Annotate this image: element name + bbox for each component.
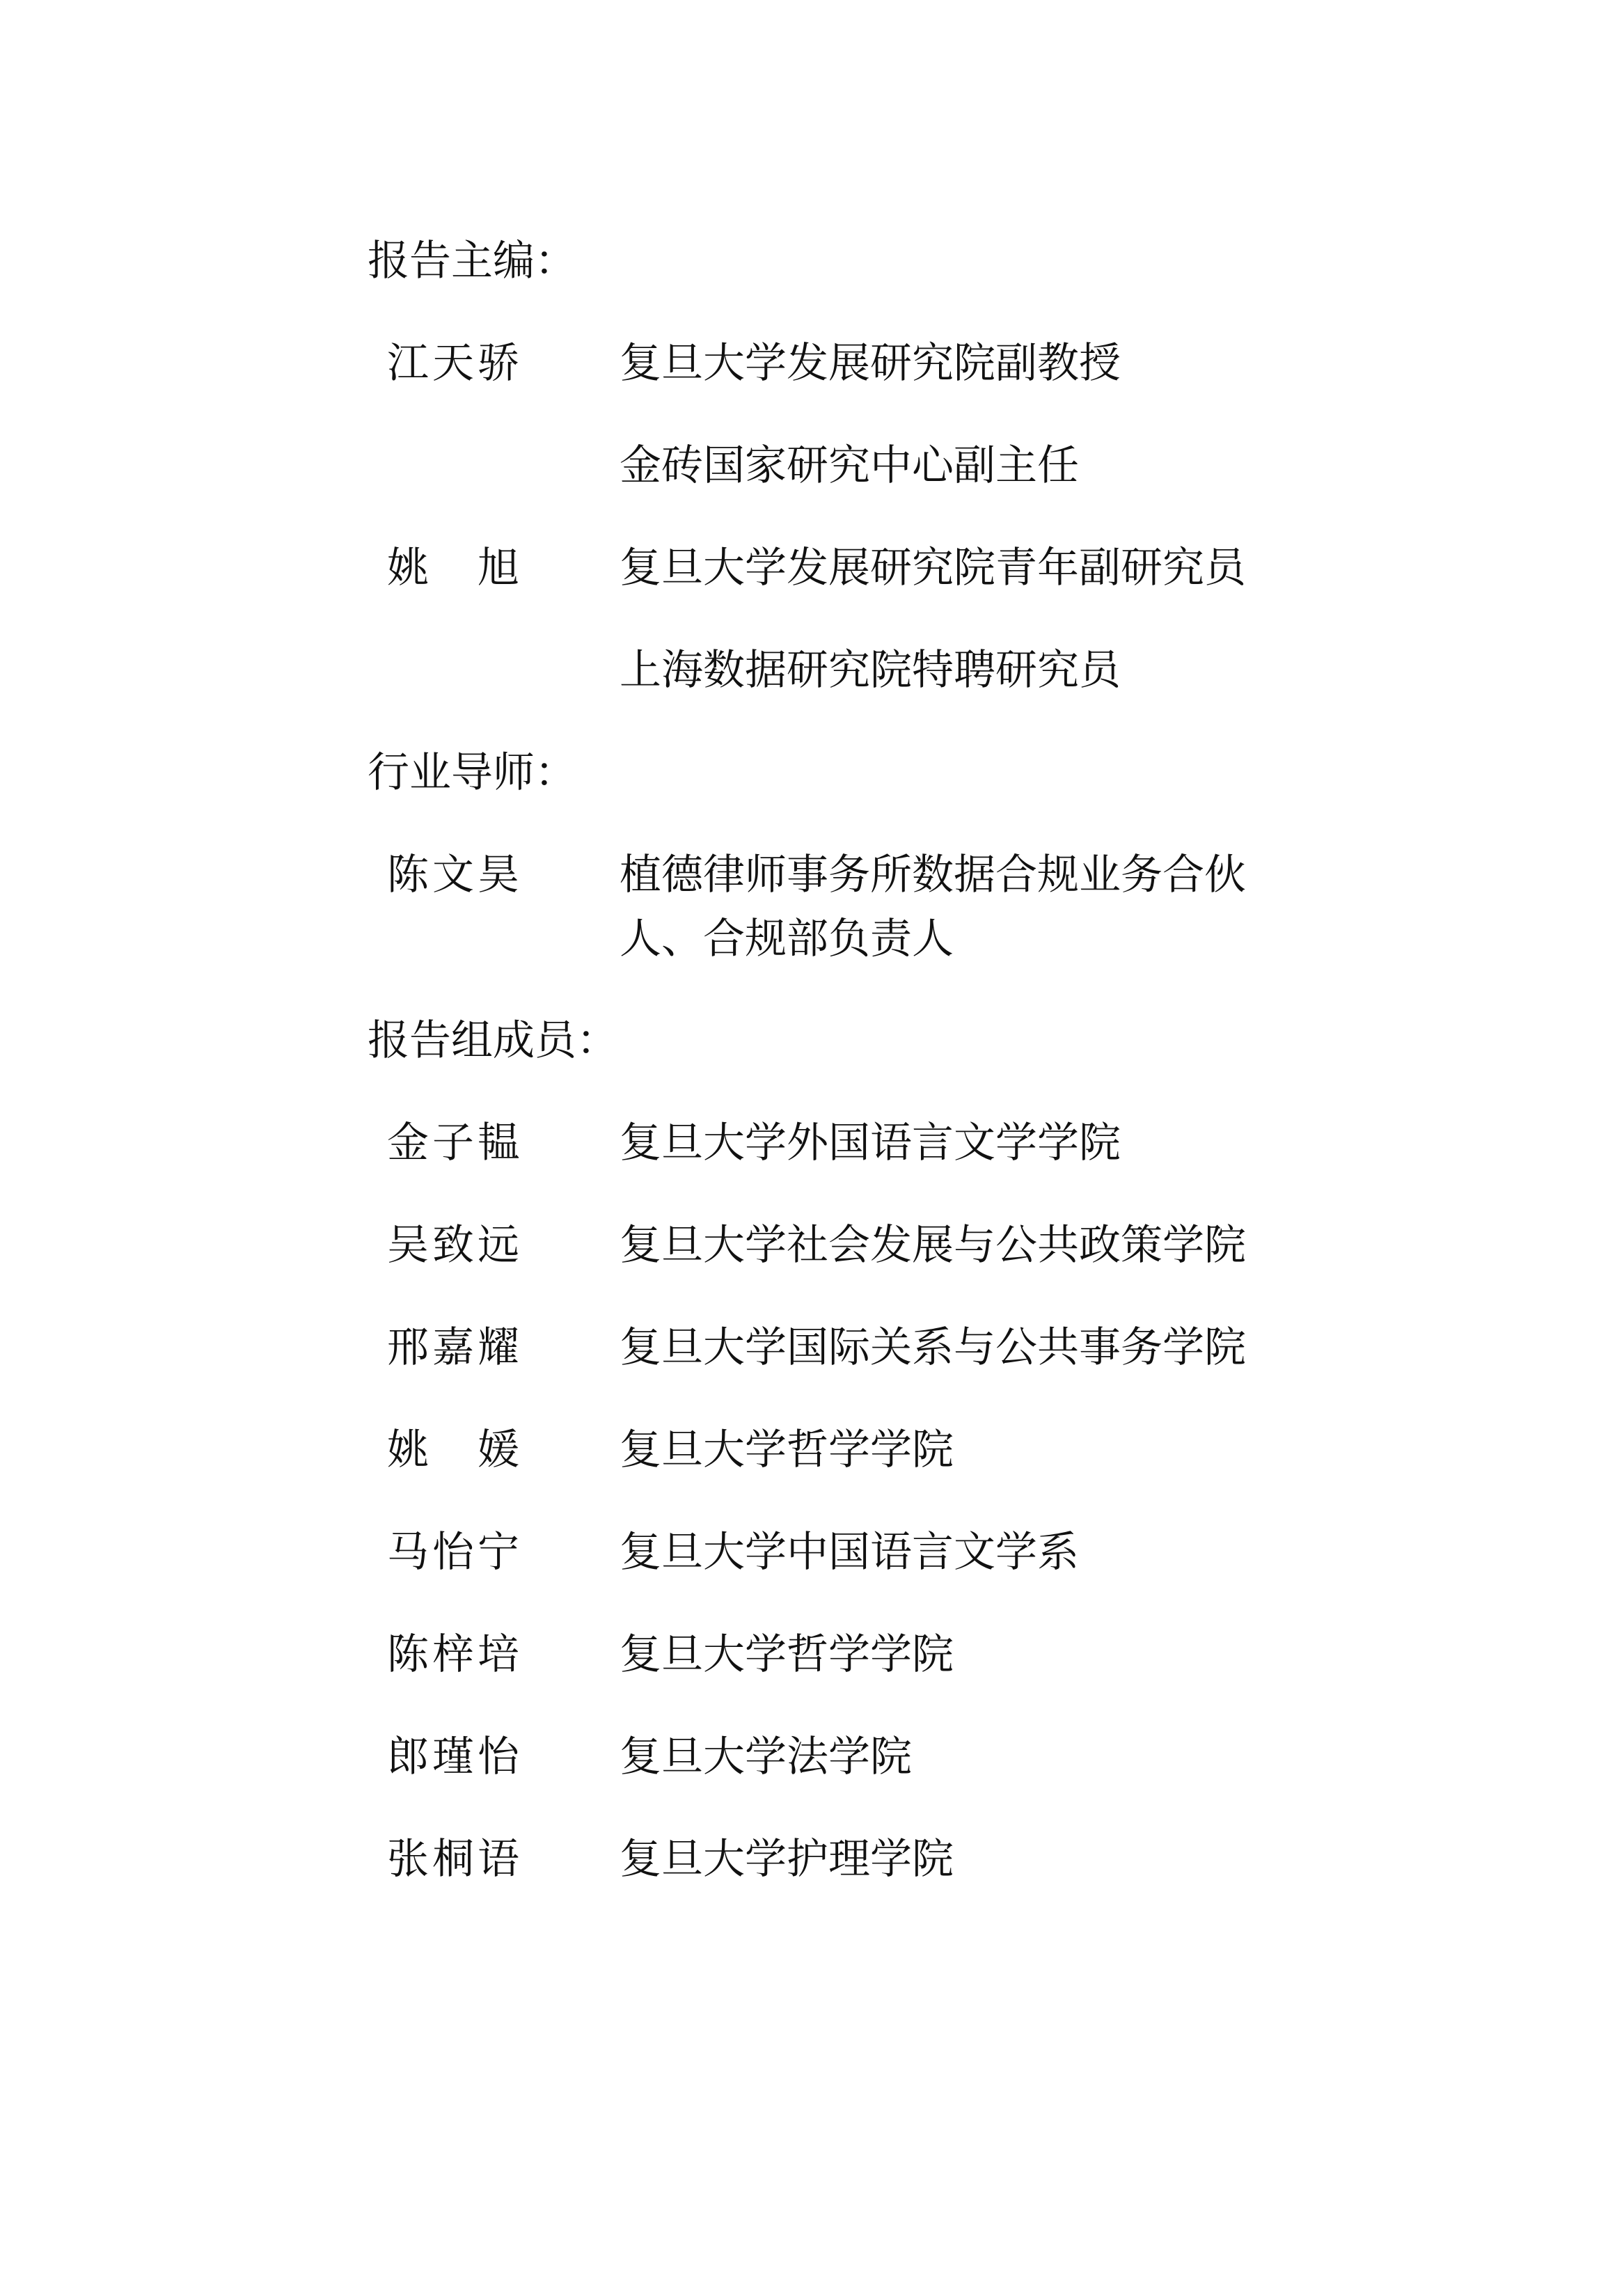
member-affiliation: 复旦大学社会发展与公共政策学院 (620, 1221, 1246, 1270)
chief-editor-name-2: 姚 旭 (387, 544, 519, 592)
member-affiliation: 复旦大学法学院 (620, 1733, 912, 1781)
member-affiliation: 复旦大学中国语言文学系 (620, 1528, 1079, 1577)
chief-editor-name-1: 江 天 骄 (387, 339, 519, 388)
member-affiliation: 复旦大学哲学学院 (620, 1426, 954, 1474)
member-name: 郎 瑾 怡 (387, 1733, 519, 1781)
member-name: 马 怡 宁 (387, 1528, 519, 1577)
member-affiliation: 复旦大学国际关系与公共事务学院 (620, 1323, 1246, 1372)
chief-editor-title-1b: 金砖国家研究中心副主任 (620, 441, 1079, 490)
member-name: 张 桐 语 (387, 1835, 519, 1884)
section-heading-team-members: 报告组成员： (368, 1016, 618, 1065)
member-affiliation: 复旦大学护理学院 (620, 1835, 954, 1884)
section-heading-chief-editors: 报告主编： (368, 237, 576, 285)
mentor-name: 陈 文 昊 (387, 851, 519, 899)
chief-editor-title-2b: 上海数据研究院特聘研究员 (620, 646, 1121, 695)
mentor-title-line-2: 人、合规部负责人 (620, 915, 954, 963)
section-heading-industry-mentor: 行业导师： (368, 748, 576, 797)
member-name: 姚 媛 (387, 1426, 519, 1474)
member-affiliation: 复旦大学外国语言文学学院 (620, 1119, 1121, 1167)
member-name: 邢 嘉 耀 (387, 1323, 519, 1372)
member-name: 陈 梓 培 (387, 1630, 519, 1679)
member-name: 金 子 韫 (387, 1119, 519, 1167)
mentor-title-line-1: 植德律师事务所数据合规业务合伙 (620, 851, 1246, 899)
chief-editor-title-1a: 复旦大学发展研究院副教授 (620, 339, 1121, 388)
chief-editor-title-2a: 复旦大学发展研究院青年副研究员 (620, 544, 1246, 592)
member-affiliation: 复旦大学哲学学院 (620, 1630, 954, 1679)
member-name: 吴 致 远 (387, 1221, 519, 1270)
